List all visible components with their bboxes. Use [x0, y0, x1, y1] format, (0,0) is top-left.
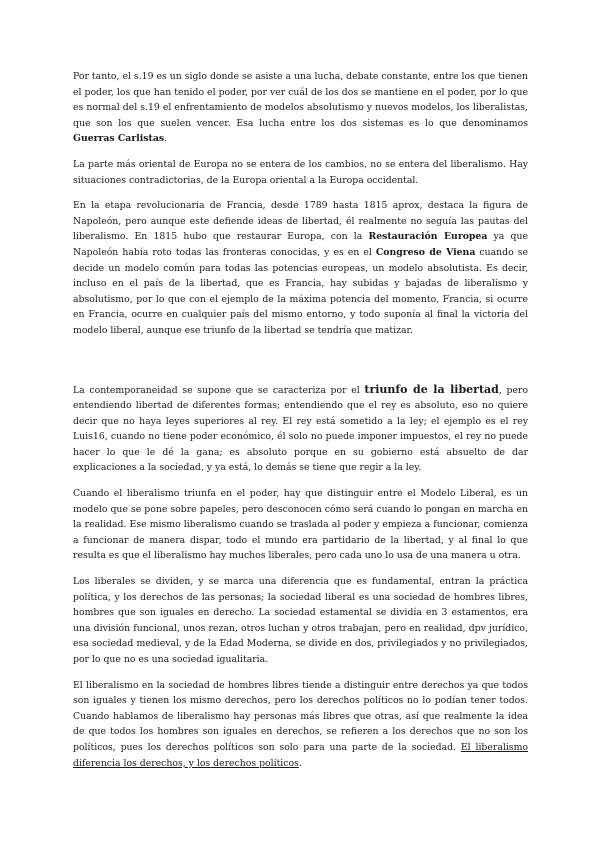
paragraph-europa-oriental: [73, 157, 528, 188]
paragraph-text: La parte más oriental de Europa no se entera de los cambios, no se entera del liberalismo. Hay situaciones contradictorias, de la Europa oriental a la Europa occidental.: [73, 158, 528, 186]
section-gap: [73, 349, 528, 382]
bold-term-congreso-de-viena: Congreso de Viena: [375, 246, 476, 258]
bold-term-guerras-carlistas: Guerras Carlistas: [73, 133, 165, 145]
underlined-conclusion: El liberalismo diferencia los derechos, y los derechos políticos: [73, 741, 528, 769]
paragraph-text: , pero entendiendo libertad de diferentes formas; entendiendo que el rey es absoluto, eso no quiere decir que no haya leyes superiores al rey. El rey está sometido a la ley; el ejemplo es el rey Luis16, cuando no tiene poder económico, él solo no puede imponer impuestos, el rey no puede hacer lo que le dé la gana; es absoluto porque en su gobierno está absuelto de dar explicaciones a la sociedad, y ya está, lo demás se tiene que regir a la ley.: [73, 384, 528, 474]
paragraph-triunfo-libertad: [73, 382, 528, 477]
paragraph-text: cuando se decide un modelo común para todas las potencias europeas, un modelo absolutista. Es decir, incluso en el país de la libertad, que es Francia, hay subidas y bajadas de liberalismo y absolutismo, por lo que con el ejemplo de la máxima potencia del momento, Francia, si ocurre en Francia, ocurre en cualquier país del mismo entorno, y todo suponía al final la victoria del modelo liberal, aunque ese triunfo de la libertad se tendría que matizar.: [73, 246, 529, 336]
paragraph-text: Los liberales se dividen, y se marca una diferencia que es fundamental, entran la práctica política, y los derechos de las personas; la sociedad liberal es una sociedad de hombres libres, hombres que son iguales en derecho. La sociedad estamental se dividía en 3 estamentos, era una división funcional, unos rezan, otros luchan y otros trabajan, pero en realidad, dpv jurídico, esa sociedad medieval, y de la Edad Moderna, se divide en dos, privilegiados y no privilegiados, por lo que no es una sociedad igualitaria.: [73, 576, 528, 665]
paragraph-text: La contemporaneidad se supone que se caracteriza por el: [73, 384, 365, 396]
paragraph-derechos-politicos: [73, 678, 528, 772]
paragraph-text: .: [298, 757, 302, 769]
paragraph-liberales-dividen: [73, 574, 528, 668]
paragraph-text: .: [164, 133, 168, 145]
paragraph-text: Cuando el liberalismo triunfa en el poder, hay que distinguir entre el Modelo Liberal, es un modelo que se pone sobre papeles, pero desconocen cómo será cuando lo pongan en marcha en la realidad. Ese mismo liberalismo cuando se traslada al poder y empieza a funcionar, comienza a funcionar de manera dispar, todo el mundo era partidario de la libertad, y al final lo que resulta es que el liberalismo hay muchos liberales, pero cada uno lo usa de una manera u otra.: [73, 488, 528, 562]
paragraph-text: En la etapa revolucionaria de Francia, desde 1789 hasta 1815 aprox, destaca la figura de Napoleón, pero aunque este defiende ideas de libertad, él realmente no seguía las pautas del liberalismo. En 1815 hubo que restaurar Europa, con la: [73, 200, 528, 243]
paragraph-text: El liberalismo en la sociedad de hombres libres tiende a distinguir entre derechos ya que todos son iguales y tienen los mismo derechos, pero los derechos políticos no lo podían tener todos. Cuando hablamos de liberalismo hay personas más libres que otras, así que realmente la idea de que todos los hombres son iguales en derechos, se refieren a los derechos que no son los políticos, pues los derechos políticos son solo para una parte de la sociedad.: [73, 679, 528, 753]
bold-term-restauracion-europea: Restauración Europea: [368, 231, 488, 243]
paragraph-modelo-liberal: [73, 486, 528, 564]
paragraph-napoleon: [73, 198, 528, 338]
paragraph-text: Por tanto, el s.19 es un siglo donde se asiste a una lucha, debate constante, entre los que tienen el poder, los que han tenido el poder, por ver cuál de los dos se mantiene en el poder, por lo que es normal del s.19 el enfrentamiento de modelos absolutismo y nuevos modelos, los liberalistas, que son los que suelen vencer. Esa lucha entre los dos sistemas es lo que denominamos: [73, 71, 528, 129]
bold-term-triunfo-de-la-libertad: triunfo de la libertad: [364, 382, 499, 396]
paragraph-guerras-carlistas: [73, 69, 528, 147]
paragraph-text: ya que Napoleón había roto todas las fronteras conocidas, y es en el: [73, 231, 528, 258]
